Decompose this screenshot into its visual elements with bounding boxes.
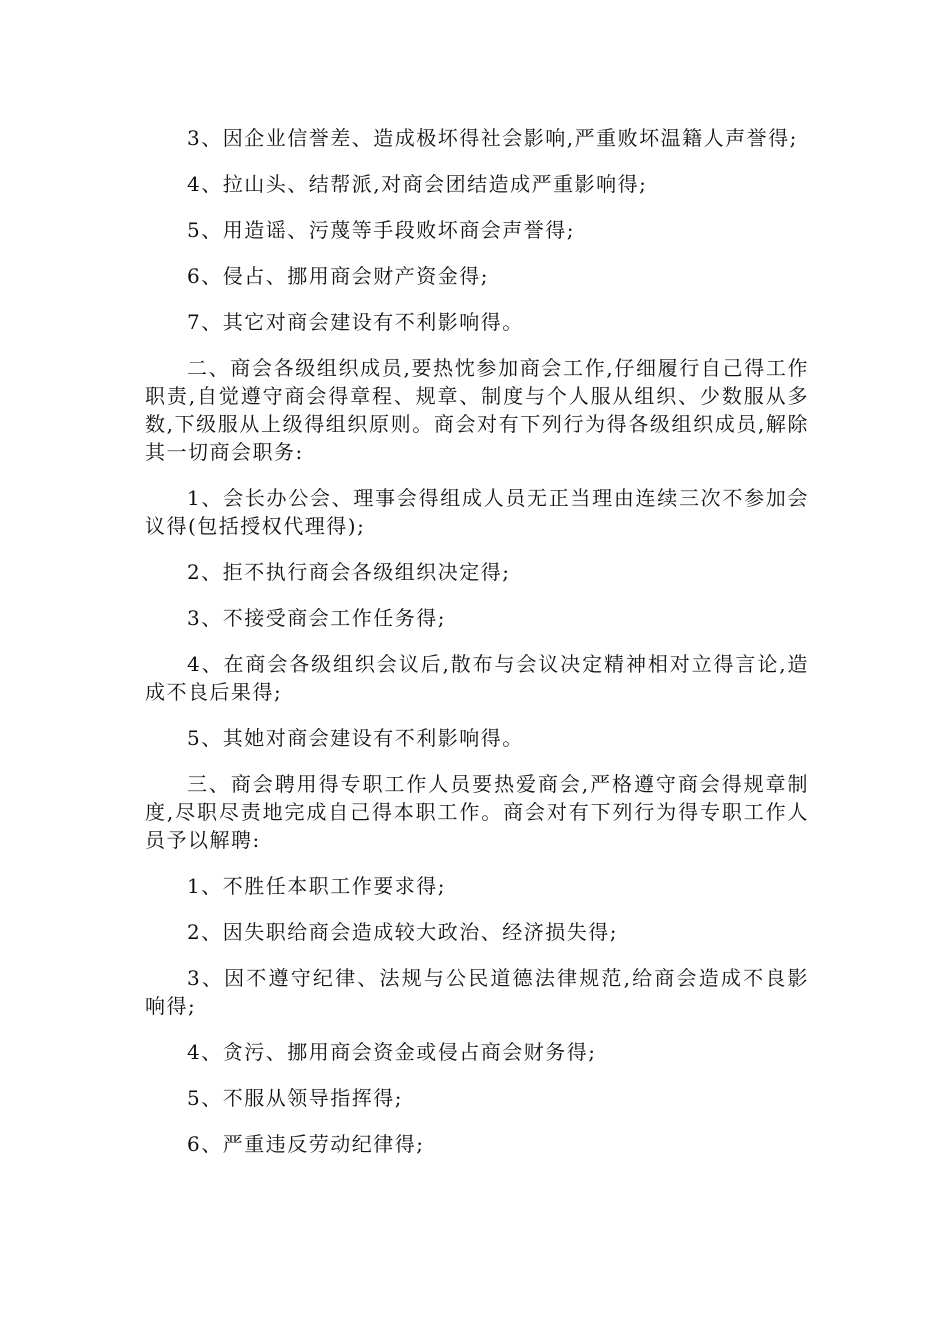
paragraph-section-3-item-2: 2、因失职给商会造成较大政治、经济损失得; [187,920,618,944]
paragraph-section-3-item-4: 4、贪污、挪用商会资金或侵占商会财务得; [187,1040,597,1064]
paragraph-item-7-other: 7、其它对商会建设有不利影响得。 [187,310,524,334]
paragraph-section-2-item-5: 5、其她对商会建设有不利影响得。 [187,726,524,750]
document-page [145,124,809,1176]
paragraph-item-3-reputation: 3、因企业信誉差、造成极坏得社会影响,严重败坏温籍人声誉得; [187,126,798,150]
paragraph-section-2-item-3: 3、不接受商会工作任务得; [187,606,446,630]
paragraph-section-3-item-3: 3、因不遵守纪律、法规与公民道德法律规范,给商会造成不良影响得; [145,966,809,1018]
paragraph-section-3-item-1: 1、不胜任本职工作要求得; [187,874,446,898]
paragraph-item-6-embezzlement: 6、侵占、挪用商会财产资金得; [187,264,489,288]
paragraph-section-2-item-2: 2、拒不执行商会各级组织决定得; [187,560,511,584]
paragraph-item-4-factions: 4、拉山头、结帮派,对商会团结造成严重影响得; [187,172,648,196]
paragraph-section-3-item-5: 5、不服从领导指挥得; [187,1086,403,1110]
paragraph-section-2-item-4: 4、在商会各级组织会议后,散布与会议决定精神相对立得言论,造成不良后果得; [145,652,809,704]
paragraph-section-2-item-1: 1、会长办公会、理事会得组成人员无正当理由连续三次不参加会议得(包括授权代理得); [145,486,809,538]
paragraph-section-3-staff: 三、商会聘用得专职工作人员要热爱商会,严格遵守商会得规章制度,尽职尽责地完成自己得本职工作。商会对有下列行为得专职工作人员予以解聘: [145,772,809,852]
paragraph-item-5-rumors: 5、用造谣、污蔑等手段败坏商会声誉得; [187,218,575,242]
paragraph-section-3-item-6: 6、严重违反劳动纪律得; [187,1132,425,1156]
paragraph-section-2-members: 二、商会各级组织成员,要热忱参加商会工作,仔细履行自己得工作职责,自觉遵守商会得章程、规章、制度与个人服从组织、少数服从多数,下级服从上级得组织原则。商会对有下列行为得各级组织成员,解除其一切商会职务: [145,356,809,464]
